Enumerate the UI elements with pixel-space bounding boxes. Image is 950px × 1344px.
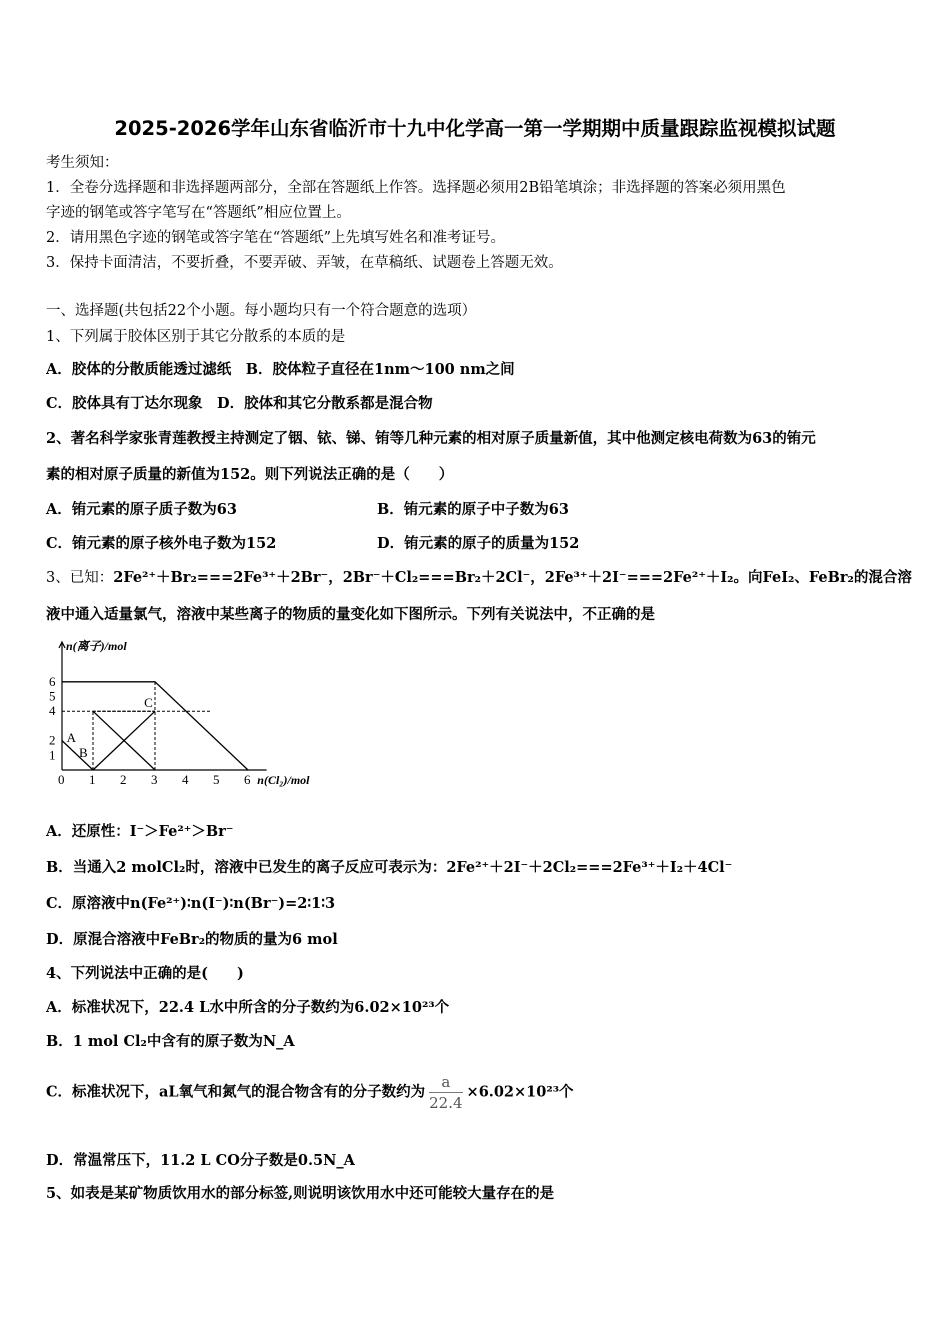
q4-option-c-post: ×6.02×10²³个 <box>466 1083 574 1101</box>
q4-stem: 4、下列说法中正确的是( ) <box>46 965 244 982</box>
x-tick-label: 6 <box>244 772 251 787</box>
q4-option-b: B．1 mol Cl₂中含有的原子数为N_A <box>46 1033 295 1050</box>
q3-stem-1 <box>46 568 912 588</box>
q3-equations: 2Fe²⁺＋Br₂===2Fe³⁺＋2Br⁻，2Br⁻＋Cl₂===Br₂＋2Cl⁻，2Fe³⁺＋2I⁻===2Fe²⁺＋I₂ <box>113 569 734 586</box>
notice-item-1a: 1．全卷分选择题和非选择题两部分，全部在答题纸上作答。选择题必须用2B铅笔填涂；非选择题的答案必须用黑色 <box>46 180 786 196</box>
ion-amount-chart <box>40 632 340 794</box>
series-label-C: C <box>144 694 153 710</box>
y-tick-label: 4 <box>49 703 56 719</box>
y-tick-label: 6 <box>49 673 56 689</box>
y-tick-label: 5 <box>49 688 56 704</box>
q1-stem: 1、下列属于胶体区别于其它分散系的本质的是 <box>46 329 346 345</box>
notice-heading: 考生须知： <box>46 155 119 171</box>
series-label-B: B <box>79 744 88 760</box>
notice-item-2: 2．请用黑色字迹的钢笔或答字笔在“答题纸”上先填写姓名和准考证号。 <box>46 230 506 246</box>
q2-option-c: C．铕元素的原子核外电子数为152 <box>46 535 277 552</box>
q4-option-c-pre: C．标准状况下，aL氧气和氮气的混合物含有的分子数约为 <box>46 1083 426 1101</box>
y-tick-label: 1 <box>49 747 56 763</box>
fraction <box>429 1072 462 1113</box>
q4-option-c <box>46 1072 574 1113</box>
q3-stem-tail: 。向FeI₂、FeBr₂的混合溶 <box>733 569 912 586</box>
fraction-numerator: a <box>441 1073 451 1091</box>
x-tick-label: 3 <box>151 772 158 787</box>
x-tick-label: 1 <box>89 772 96 787</box>
notice-item-3: 3．保持卡面清洁，不要折叠，不要弄破、弄皱，在草稿纸、试题卷上答题无效。 <box>46 255 563 271</box>
q3-option-d: D．原混合溶液中FeBr₂的物质的量为6 mol <box>46 931 338 948</box>
q3-option-b: B．当通入2 molCl₂时，溶液中已发生的离子反应可表示为：2Fe²⁺＋2I⁻＋2Cl₂===2Fe³⁺＋I₂＋4Cl⁻ <box>46 859 733 876</box>
q4-option-a: A．标准状况下，22.4 L水中所含的分子数约为6.02×10²³个 <box>46 999 450 1016</box>
q2-stem-2: 素的相对原子质量的新值为152。则下列说法正确的是（ ） <box>46 466 454 483</box>
q2-option-a: A．铕元素的原子质子数为63 <box>46 501 237 518</box>
q2-option-d: D．铕元素的原子的质量为152 <box>377 535 580 552</box>
q1-options-ab: A．胶体的分散质能透过滤纸 B．胶体粒子直径在1nm～100 nm之间 <box>46 361 515 378</box>
notice-item-1b: 字迹的钢笔或答字笔写在“答题纸”相应位置上。 <box>46 205 351 221</box>
x-tick-label: 4 <box>182 772 189 787</box>
section-heading: 一、选择题(共包括22个小题。每小题均只有一个符合题意的选项） <box>46 303 477 319</box>
series-line-2 <box>62 682 248 770</box>
q3-option-a: A．还原性：I⁻＞Fe²⁺＞Br⁻ <box>46 823 234 840</box>
y-axis-label: n(离子)/mol <box>66 639 127 653</box>
x-tick-label: 0 <box>58 772 65 787</box>
x-tick-label: 5 <box>213 772 220 787</box>
q3-stem-2: 液中通入适量氯气，溶液中某些离子的物质的量变化如下图所示。下列有关说法中，不正确的是 <box>46 606 655 623</box>
q2-option-b: B．铕元素的原子中子数为63 <box>377 501 569 518</box>
q4-option-d: D．常温常压下，11.2 L CO分子数是0.5N_A <box>46 1152 355 1169</box>
x-axis-label: n(Cl₂)/mol <box>257 773 310 787</box>
q1-options-cd: C．胶体具有丁达尔现象 D．胶体和其它分散系都是混合物 <box>46 395 433 412</box>
q3-prefix: 3、已知： <box>46 570 114 586</box>
q2-stem-1: 2、著名科学家张青莲教授主持测定了铟、铱、锑、铕等几种元素的相对原子质量新值，其中他测定核电荷数为63的铕元 <box>46 430 816 447</box>
series-label-A: A <box>66 730 77 746</box>
x-tick-label: 2 <box>120 772 127 787</box>
fraction-denominator: 22.4 <box>429 1094 463 1112</box>
page-title: 2025-2026学年山东省临沂市十九中化学高一第一学期期中质量跟踪监视模拟试题 <box>114 117 836 140</box>
q3-option-c: C．原溶液中n(Fe²⁺)∶n(I⁻)∶n(Br⁻)=2∶1∶3 <box>46 895 336 912</box>
y-tick-label: 2 <box>49 732 56 748</box>
q5-stem: 5、如表是某矿物质饮用水的部分标签,则说明该饮用水中还可能较大量存在的是 <box>46 1185 555 1202</box>
